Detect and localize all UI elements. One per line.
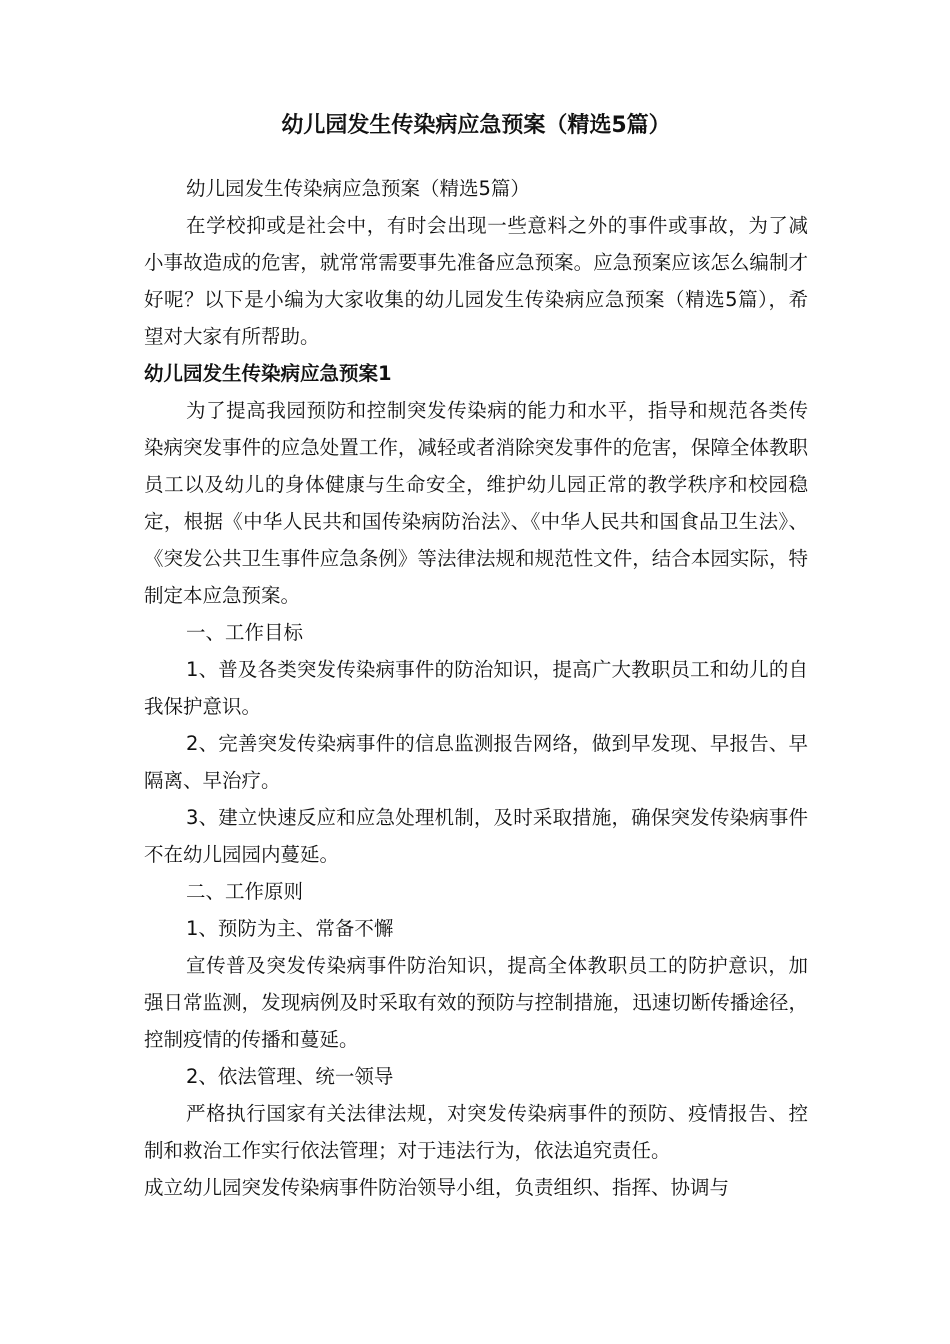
principle-1-body: 宣传普及突发传染病事件防治知识，提高全体教职员工的防护意识，加强日常监测，发现病例及时采取有效的预防与控制措施，迅速切断传播途径，控制疫情的传播和蔓延。 <box>144 954 808 1051</box>
principle-item-1: 1、预防为主、常备不懈 <box>186 917 394 940</box>
document-title: 幼儿园发生传染病应急预案（精选5篇） <box>281 113 671 138</box>
intro-paragraph: 在学校抑或是社会中，有时会出现一些意料之外的事件或事故，为了减小事故造成的危害，就常常需要事先准备应急预案。应急预案应该怎么编制才好呢？以下是小编为大家收集的幼儿园发生传染病应急预案（精选5篇），希望对大家有所帮助。 <box>144 214 808 348</box>
continuation-paragraph: 成立幼儿园突发传染病事件防治领导小组，负责组织、指挥、协调与 <box>144 1176 730 1199</box>
principle-item-2: 2、依法管理、统一领导 <box>186 1065 394 1088</box>
document-page <box>144 108 808 1206</box>
goal-item-1: 1、普及各类突发传染病事件的防治知识，提高广大教职员工和幼儿的自我保护意识。 <box>144 658 808 718</box>
subheading-work-goals: 一、工作目标 <box>186 621 304 644</box>
goal-item-3: 3、建立快速反应和应急处理机制，及时采取措施，确保突发传染病事件不在幼儿园园内蔓延。 <box>144 806 808 866</box>
goal-item-2: 2、完善突发传染病事件的信息监测报告网络，做到早发现、早报告、早隔离、早治疗。 <box>144 732 808 792</box>
purpose-paragraph: 为了提高我园预防和控制突发传染病的能力和水平，指导和规范各类传染病突发事件的应急处置工作，减轻或者消除突发事件的危害，保障全体教职员工以及幼儿的身体健康与生命安全，维护幼儿园正常的教学秩序和校园稳定，根据《中华人民共和国传染病防治法》、《中华人民共和国食品卫生法》、《突发公共卫生事件应急条例》等法律法规和规范性文件，结合本园实际，特制定本应急预案。 <box>144 399 808 607</box>
subheading-work-principles: 二、工作原则 <box>186 880 304 903</box>
section-heading-1: 幼儿园发生传染病应急预案1 <box>144 362 392 385</box>
subtitle-paragraph: 幼儿园发生传染病应急预案（精选5篇） <box>186 177 530 200</box>
principle-2-body: 严格执行国家有关法律法规，对突发传染病事件的预防、疫情报告、控制和救治工作实行依法管理；对于违法行为，依法追究责任。 <box>144 1102 808 1162</box>
